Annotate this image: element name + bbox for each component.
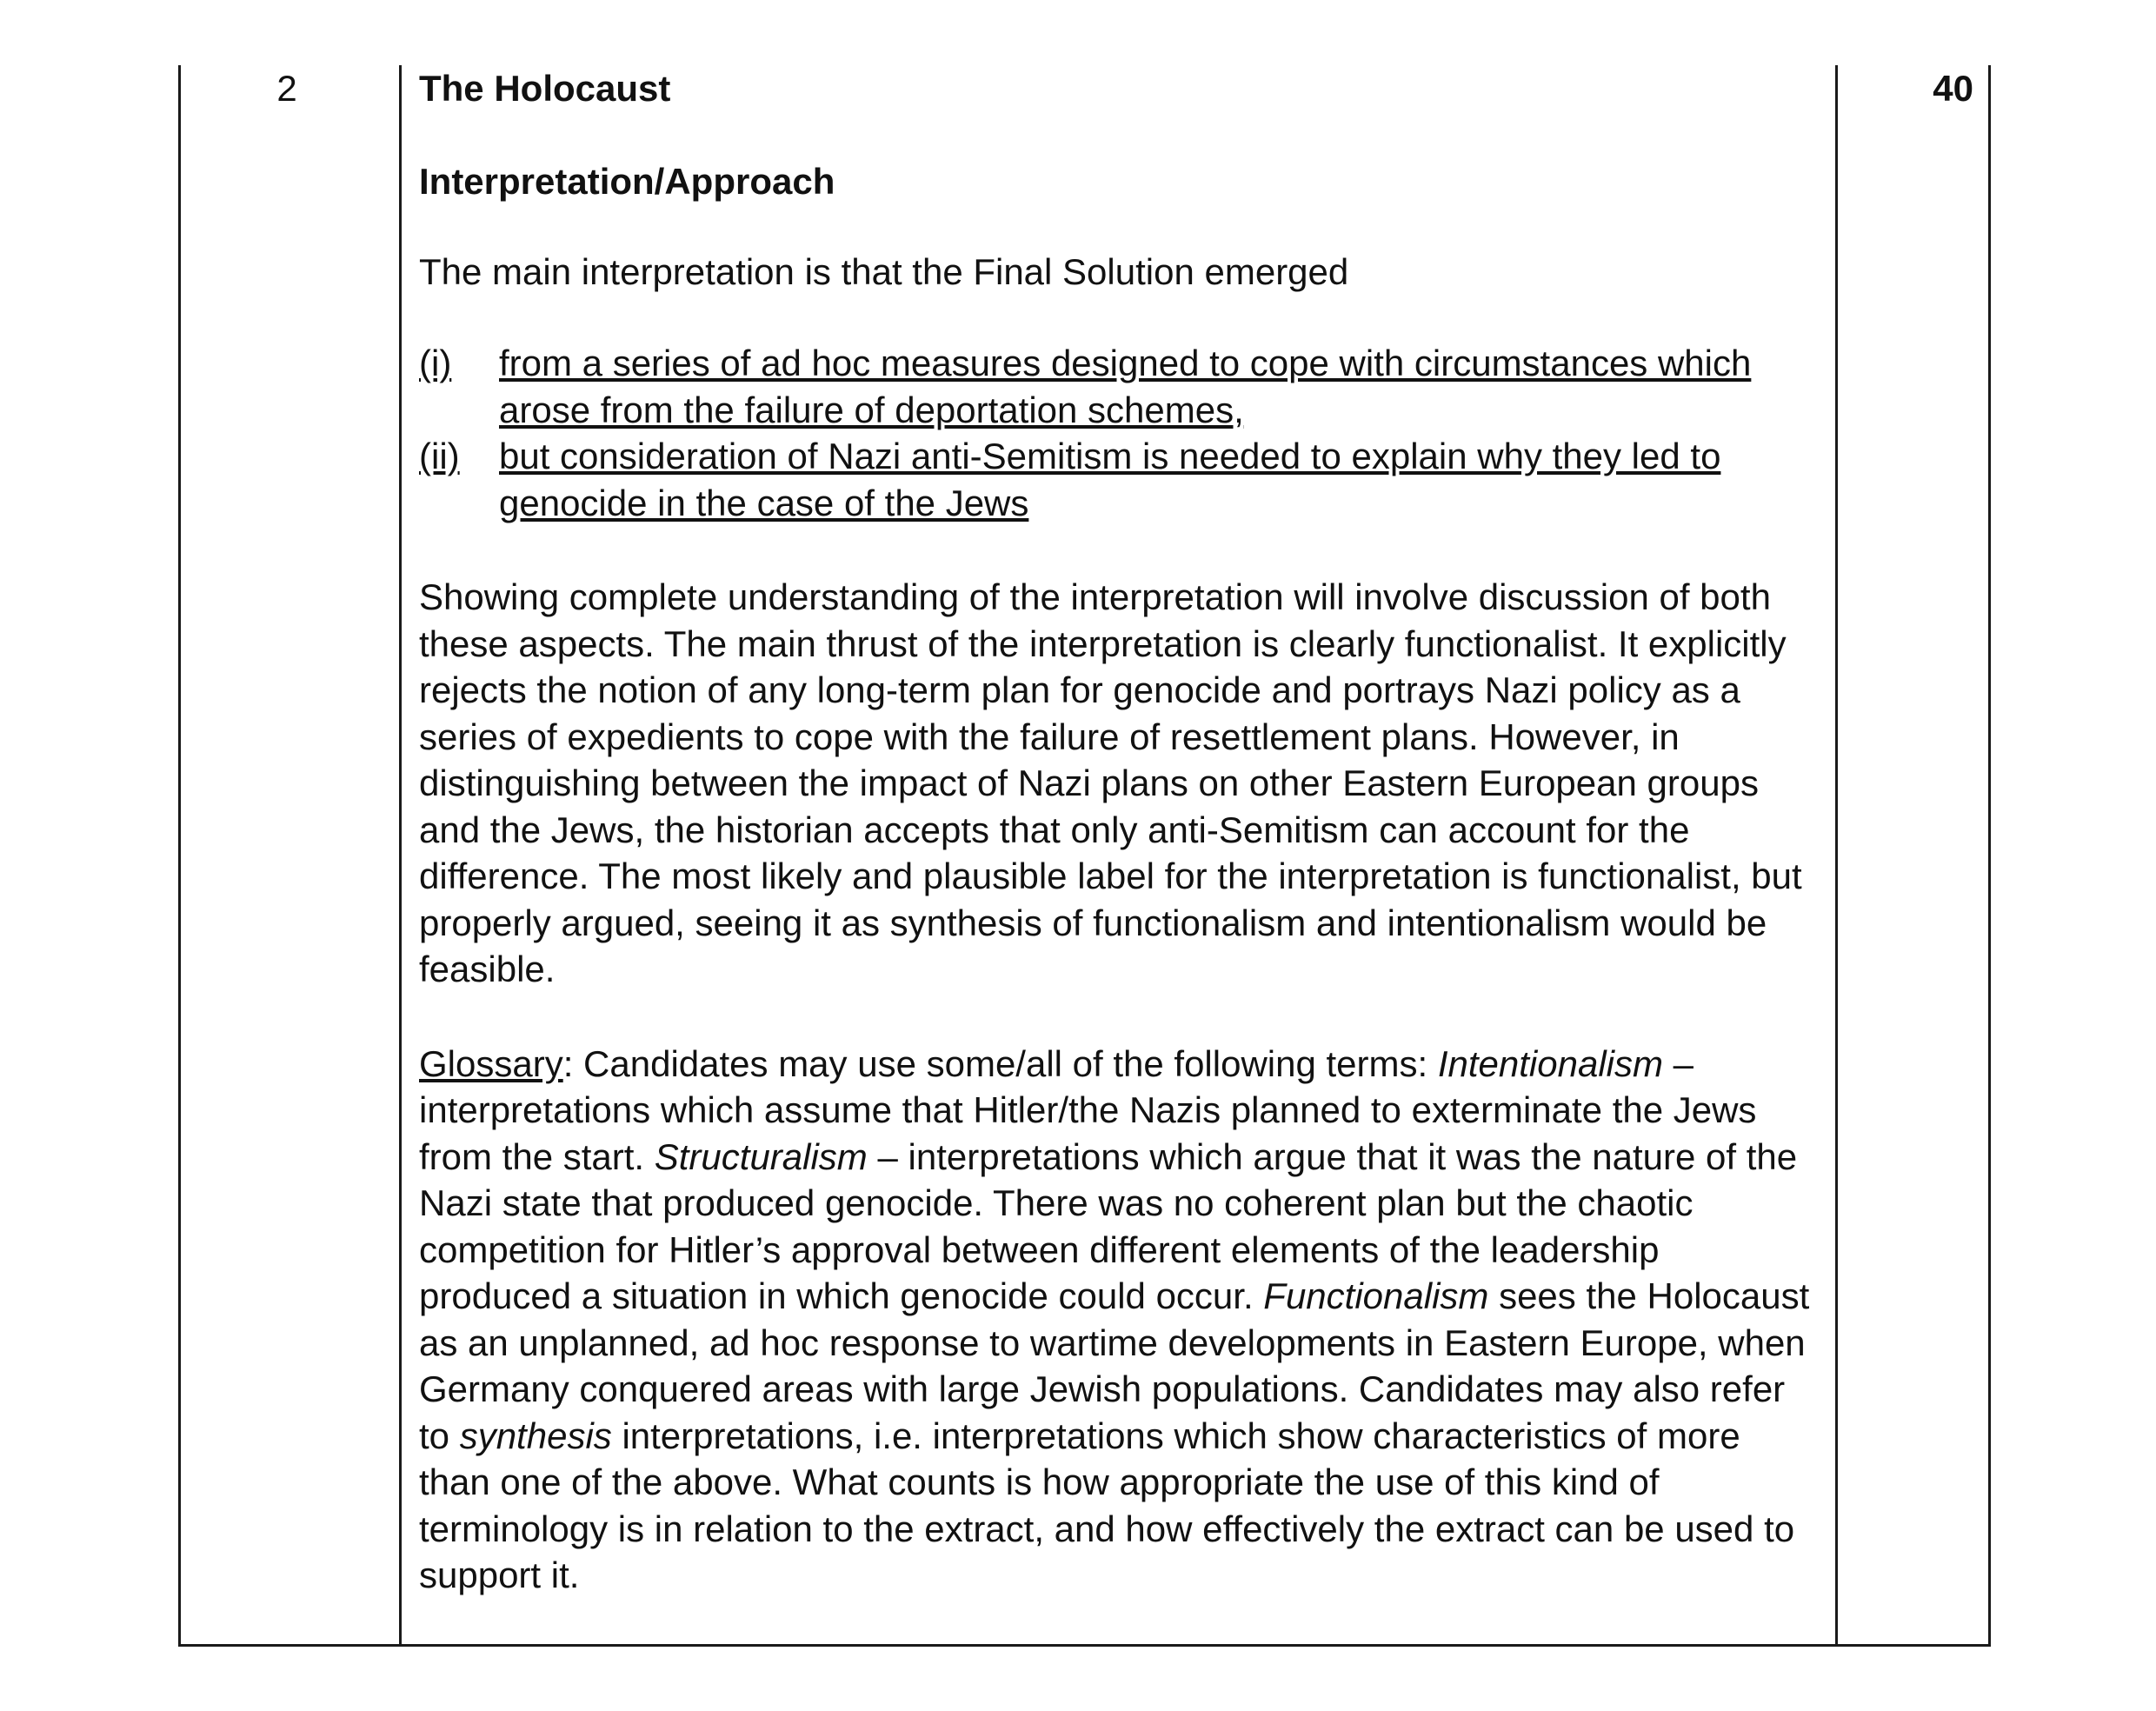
question-title: The Holocaust [419, 68, 671, 109]
table-border-left [178, 65, 181, 1646]
glossary-paragraph [419, 1041, 1810, 1599]
table-border-bottom [178, 1644, 1991, 1647]
list-item-number: (ii) [419, 436, 460, 476]
table-divider-number [399, 65, 402, 1646]
question-content [419, 65, 1810, 1599]
list-item [419, 340, 1810, 433]
list-item-text: but consideration of Nazi anti-Semitism is needed to explain why they led to genocide in the case of the Jews [499, 436, 1721, 523]
glossary-text-4: sees the Holocaust as an unplanned, ad hoc response to wartime developments in Eastern Europe, when Germany conquered areas with large Jewish populations. Candidates may also refer to [419, 1275, 1810, 1456]
glossary-text-5: interpretations, i.e. interpretations which show characteristics of more than one of the above. What counts is how appropriate the use of this kind of terminology is in relation to the extract, and how effectively the extract can be used to support it. [419, 1415, 1795, 1595]
question-marks: 40 [1933, 68, 1973, 109]
list-item [419, 433, 1810, 526]
question-number: 2 [276, 68, 297, 109]
glossary-text-3: – interpretations which argue that it was the nature of the Nazi state that produced genocide. There was no coherent plan but the chaotic competition for Hitler’s approval between different elements of the leadership produced a situation in which genocide could occur. [419, 1135, 1798, 1316]
table-border-right [1988, 65, 1991, 1646]
term-synthesis: synthesis [459, 1415, 612, 1456]
term-structuralism: Structuralism [654, 1135, 868, 1177]
interpretation-points [419, 340, 1810, 526]
list-item-text: from a series of ad hoc measures designed to cope with circumstances which arose from the failure of deportation schemes, [499, 343, 1752, 430]
term-functionalism: Functionalism [1263, 1275, 1489, 1316]
term-intentionalism: Intentionalism [1437, 1042, 1663, 1084]
section-intro: The main interpretation is that the Final Solution emerged [419, 250, 1349, 292]
glossary-text-2: – interpretations which assume that Hitler/the Nazis planned to exterminate the Jews from the start. [419, 1042, 1757, 1177]
glossary-label: Glossary [419, 1042, 563, 1084]
glossary-colon: : [562, 1042, 574, 1084]
glossary-text-1: Candidates may use some/all of the following terms: [573, 1042, 1438, 1084]
section-heading: Interpretation/Approach [419, 161, 835, 202]
explanation-paragraph: Showing complete understanding of the interpretation will involve discussion of both these aspects. The main thrust of the interpretation is clearly functionalist. It explicitly rejects the notion of any long-term plan for genocide and portrays Nazi policy as a series of expedients to cope with the failure of resettlement plans. However, in distinguishing between the impact of Nazi plans on other Eastern European groups and the Jews, the historian accepts that only anti-Semitism can account for the difference. The most likely and plausible label for the interpretation is functionalist, but properly argued, seeing it as synthesis of functionalism and intentionalism would be feasible. [419, 576, 1802, 989]
list-item-number: (i) [419, 343, 452, 383]
table-divider-marks [1835, 65, 1838, 1646]
